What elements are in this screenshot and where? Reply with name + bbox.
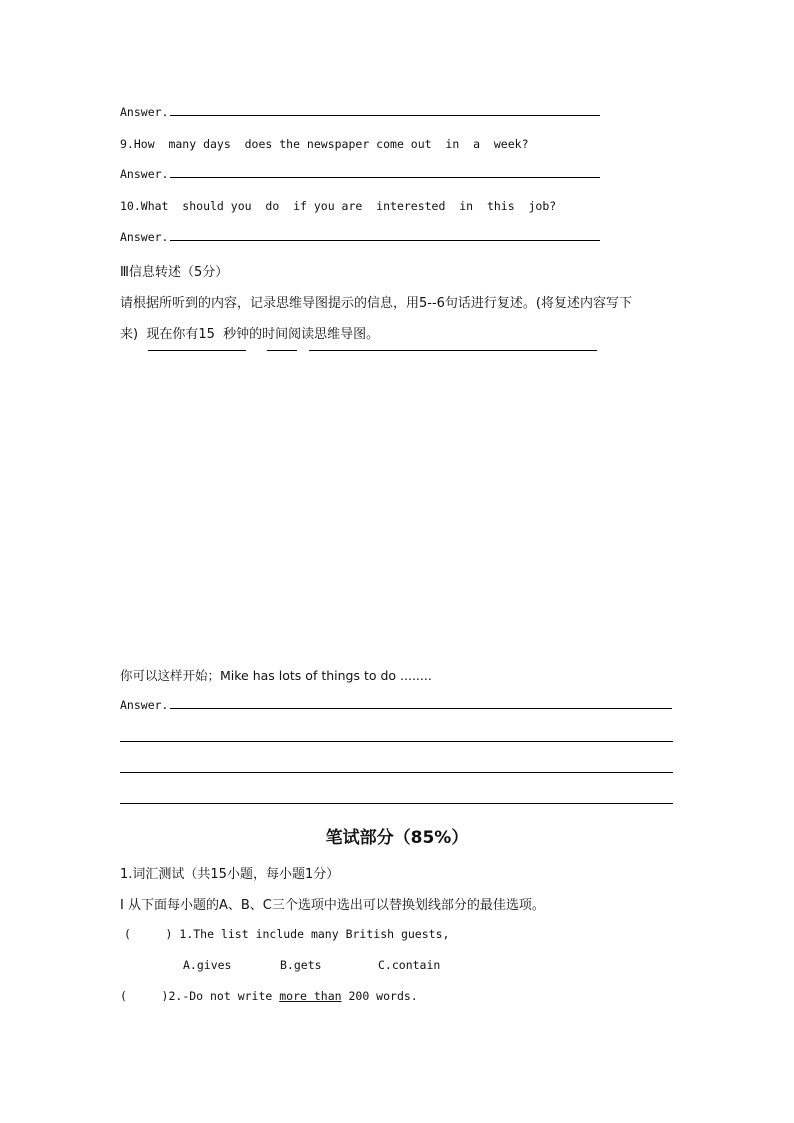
- question-text-suffix: 200 words.: [341, 989, 418, 1003]
- option-c[interactable]: C.contain: [378, 958, 441, 972]
- retell-line-3[interactable]: [120, 772, 673, 773]
- question-text-prefix: 2.-Do not write: [168, 989, 280, 1003]
- retell-line-2[interactable]: [120, 741, 673, 742]
- underlined-phrase: more than: [279, 989, 342, 1003]
- vocab-instruction: I 从下面每小题的A、B、C三个选项中选出可以替换划线部分的最佳选项。: [120, 898, 545, 913]
- start-hint: 你可以这样开始；Mike has lots of things to do ........: [120, 668, 432, 683]
- vocab-question-1: [124, 927, 449, 941]
- answer-label: Answer.: [120, 230, 169, 244]
- section-3-instruction-line2: 来) 现在你有15 秒钟的时间阅读思维导图。: [120, 327, 380, 342]
- vocab-question-1-options: [183, 958, 440, 972]
- option-b[interactable]: B.gets: [280, 958, 322, 972]
- mindmap-rule-1: [148, 350, 246, 351]
- vocab-heading: 1.词汇测试（共15小题，每小题1分）: [120, 867, 340, 882]
- vocab-question-2: [120, 989, 418, 1003]
- retell-answer-row: [120, 698, 672, 712]
- question-10: 10.What should you do if you are interested in this job?: [120, 199, 557, 213]
- section-3-instruction-line1: 请根据所听到的内容，记录思维导图提示的信息，用5--6句话进行复述。(将复述内容写下: [120, 296, 632, 311]
- answer-paren[interactable]: ( ): [124, 927, 173, 941]
- answer-paren[interactable]: ( ): [120, 989, 169, 1003]
- answer-blank[interactable]: [170, 177, 600, 178]
- question-9: 9.How many days does the newspaper come out in a week?: [120, 137, 529, 151]
- section-3-heading: Ⅲ信息转述（5分）: [120, 265, 229, 280]
- answer-blank[interactable]: [170, 708, 672, 709]
- answer-row-q10: [120, 230, 600, 244]
- answer-label: Answer.: [120, 167, 169, 181]
- answer-label: Answer.: [120, 105, 169, 119]
- mindmap-rule-2: [267, 350, 297, 351]
- mindmap-rule-3: [309, 350, 597, 351]
- option-a[interactable]: A.gives: [183, 958, 232, 972]
- answer-label: Answer.: [120, 698, 169, 712]
- written-part-title: 笔试部分（85%）: [325, 828, 469, 848]
- answer-row-q8: [120, 105, 600, 119]
- answer-blank[interactable]: [170, 240, 600, 241]
- question-text: 1.The list include many British guests,: [179, 927, 450, 941]
- answer-blank[interactable]: [170, 115, 600, 116]
- retell-line-4[interactable]: [120, 803, 673, 804]
- answer-row-q9: [120, 167, 600, 181]
